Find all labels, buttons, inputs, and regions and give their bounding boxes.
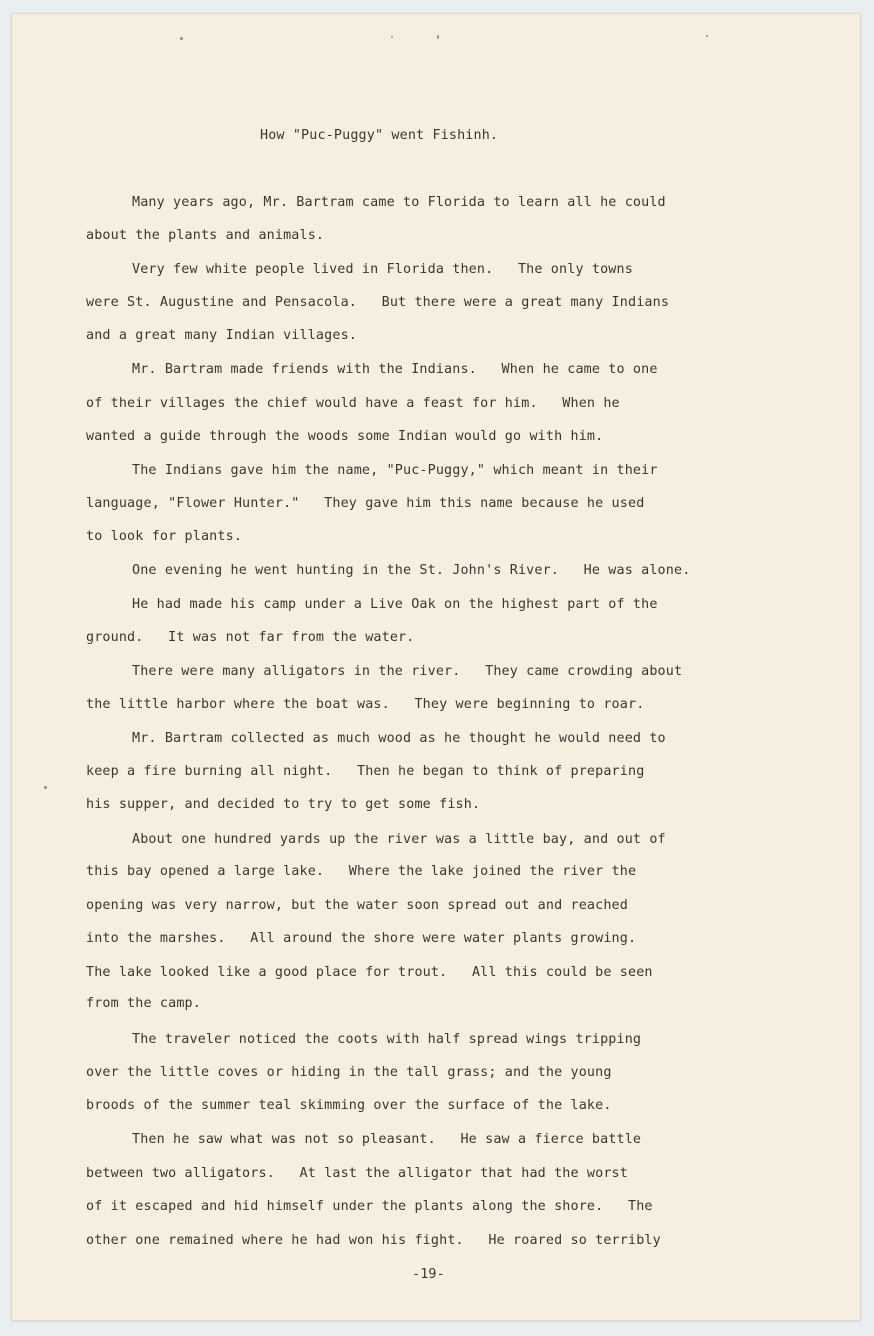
text-line: this bay opened a large lake. Where the lake joined the river the (86, 864, 637, 879)
text-line: keep a fire burning all night. Then he began to think of preparing (86, 764, 645, 779)
page-number: -19- (412, 1267, 445, 1282)
text-line: of it escaped and hid himself under the plants along the shore. The (86, 1199, 653, 1214)
text-line: broods of the summer teal skimming over the surface of the lake. (86, 1098, 612, 1113)
text-line: The lake looked like a good place for trout. All this could be seen (86, 965, 653, 980)
text-line: He had made his camp under a Live Oak on the highest part of the (132, 597, 658, 612)
text-line: Very few white people lived in Florida then. The only towns (132, 262, 633, 277)
text-line: opening was very narrow, but the water soon spread out and reached (86, 898, 628, 913)
text-line: between two alligators. At last the alligator that had the worst (86, 1166, 628, 1181)
paper-speck (706, 35, 708, 37)
text-line: Mr. Bartram made friends with the Indians. When he came to one (132, 362, 658, 377)
text-line: Then he saw what was not so pleasant. He saw a fierce battle (132, 1132, 642, 1147)
text-line: were St. Augustine and Pensacola. But there were a great many Indians (86, 295, 670, 310)
paper-speck (437, 35, 439, 39)
text-line: The Indians gave him the name, "Puc-Puggy," which meant in their (132, 463, 658, 478)
text-line: other one remained where he had won his fight. He roared so terribly (86, 1233, 661, 1248)
paper-speck (44, 786, 47, 789)
text-line: from the camp. (86, 996, 201, 1011)
text-line: wanted a guide through the woods some Indian would go with him. (86, 429, 604, 444)
text-line: ground. It was not far from the water. (86, 630, 415, 645)
text-line: the little harbor where the boat was. They were beginning to roar. (86, 697, 645, 712)
paper-speck (391, 36, 393, 38)
text-line: his supper, and decided to try to get some fish. (86, 797, 481, 812)
text-line: about the plants and animals. (86, 228, 325, 243)
text-line: of their villages the chief would have a feast for him. When he (86, 396, 620, 411)
text-line: The traveler noticed the coots with half spread wings tripping (132, 1032, 642, 1047)
text-line: into the marshes. All around the shore were water plants growing. (86, 931, 637, 946)
text-line: and a great many Indian villages. (86, 328, 357, 343)
paper-speck (180, 37, 183, 40)
text-line: Many years ago, Mr. Bartram came to Florida to learn all he could (132, 195, 666, 210)
text-line: About one hundred yards up the river was a little bay, and out of (132, 832, 666, 847)
text-line: to look for plants. (86, 529, 243, 544)
text-line: There were many alligators in the river. They came crowding about (132, 664, 683, 679)
text-line: Mr. Bartram collected as much wood as he thought he would need to (132, 731, 666, 746)
page-title: How "Puc-Puggy" went Fishinh. (260, 128, 499, 143)
text-line: over the little coves or hiding in the tall grass; and the young (86, 1065, 612, 1080)
text-line: One evening he went hunting in the St. John's River. He was alone. (132, 563, 691, 578)
text-line: language, "Flower Hunter." They gave him this name because he used (86, 496, 645, 511)
